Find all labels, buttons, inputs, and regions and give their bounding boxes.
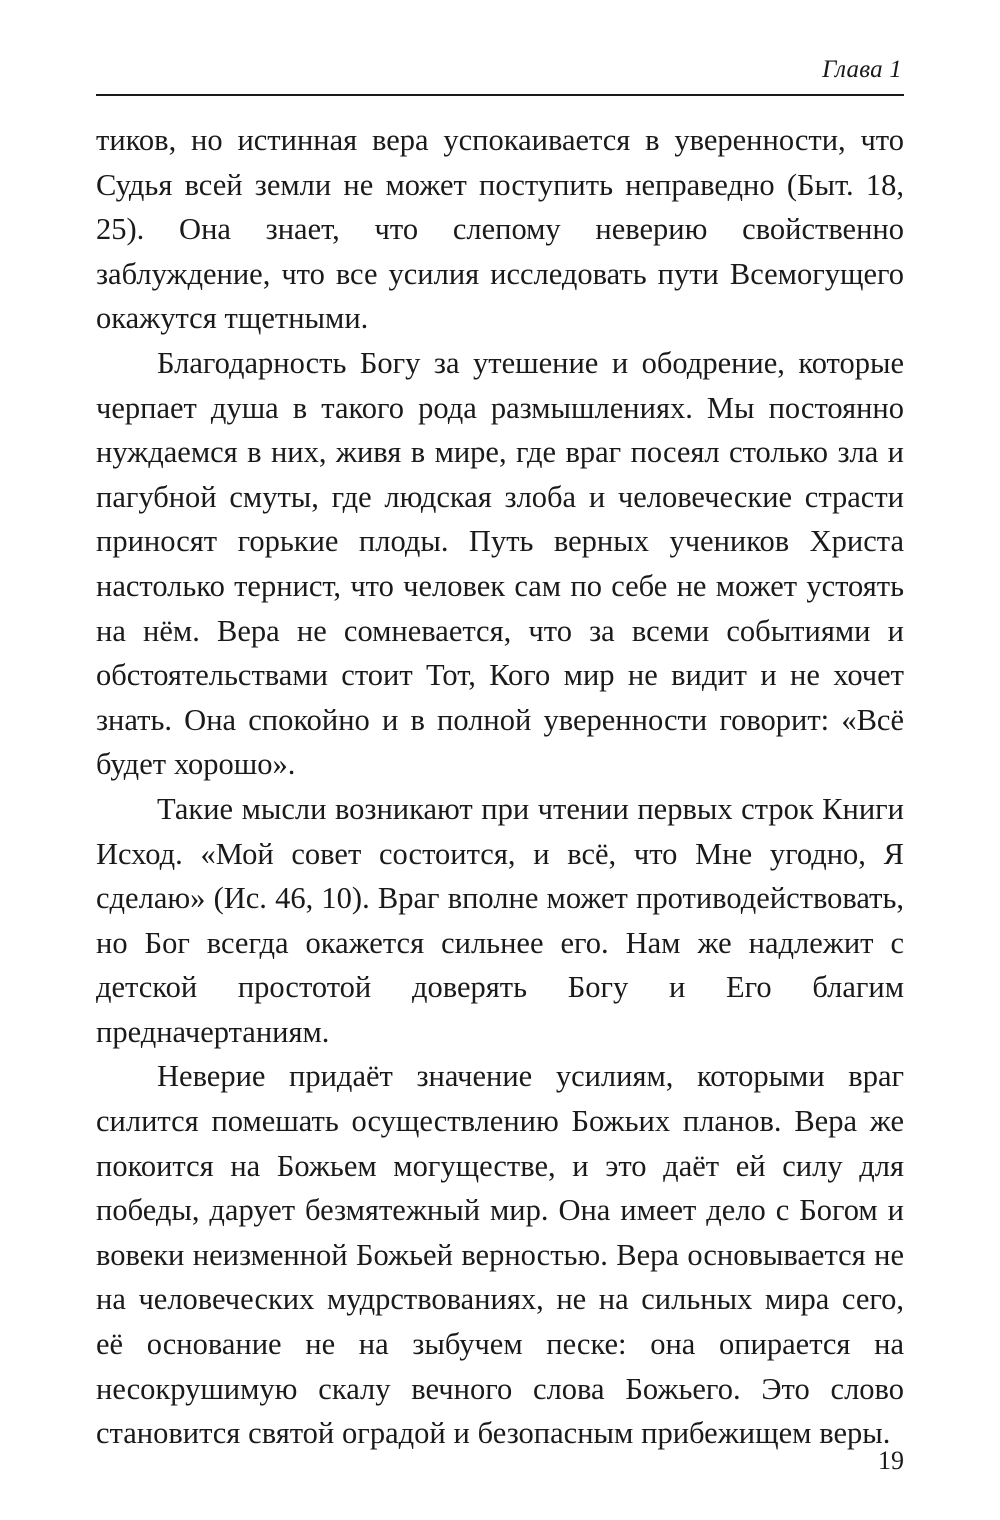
body-paragraph: Неверие придаёт значение усилиям, которыми враг силится помешать осуществлению Божьих планов. Вера же покоится на Божьем могуществе, и это даёт ей силу для победы, дарует безмятежный мир. Она имеет дело с Богом и вовеки неизменной Божьей верностью. Вера основывается не на человеческих мудрствованиях, не на сильных мира сего, её основание не на зыбучем песке: она опирается на несокрушимую скалу вечного слова Божьего. Это слово становится святой оградой и безопасным прибежищем веры. (96, 1059, 904, 1451)
body-paragraph: Благодарность Богу за утешение и ободрение, которые черпает душа в такого рода размышлениях. Мы постоянно нуждаемся в них, живя в мире, где враг посеял столько зла и пагубной смуты, где людская злоба и человеческие страсти приносят горькие плоды. Путь верных учеников Христа настолько тернист, что человек сам по себе не может устоять на нём. Вера не сомневается, что за всеми событиями и обстоятельствами стоит Тот, Кого мир не видит и не хочет знать. Она спокойно и в полной уверенности говорит: «Всё будет хорошо». (96, 345, 904, 782)
chapter-label: Глава 1 (822, 56, 902, 83)
page-header (96, 56, 904, 84)
page-body (96, 118, 904, 1456)
page-number: 19 (878, 1446, 904, 1475)
header-divider (96, 94, 904, 96)
body-paragraph: тиков, но истинная вера успокаивается в уверенности, что Судья всей земли не может поступить неправедно (Быт. 18, 25). Она знает, что слепому неверию свойственно заблуждение, что все усилия исследовать пути Всемогущего окажутся тщетными. (96, 123, 904, 336)
page-footer (96, 1446, 904, 1476)
body-paragraph: Такие мысли возникают при чтении первых строк Книги Исход. «Мой совет состоится, и всё, что Мне угодно, Я сделаю» (Ис. 46, 10). Враг вполне может противодействовать, но Бог всегда окажется сильнее его. Нам же надлежит с детской простотой доверять Богу и Его благим предначертаниям. (96, 791, 904, 1049)
